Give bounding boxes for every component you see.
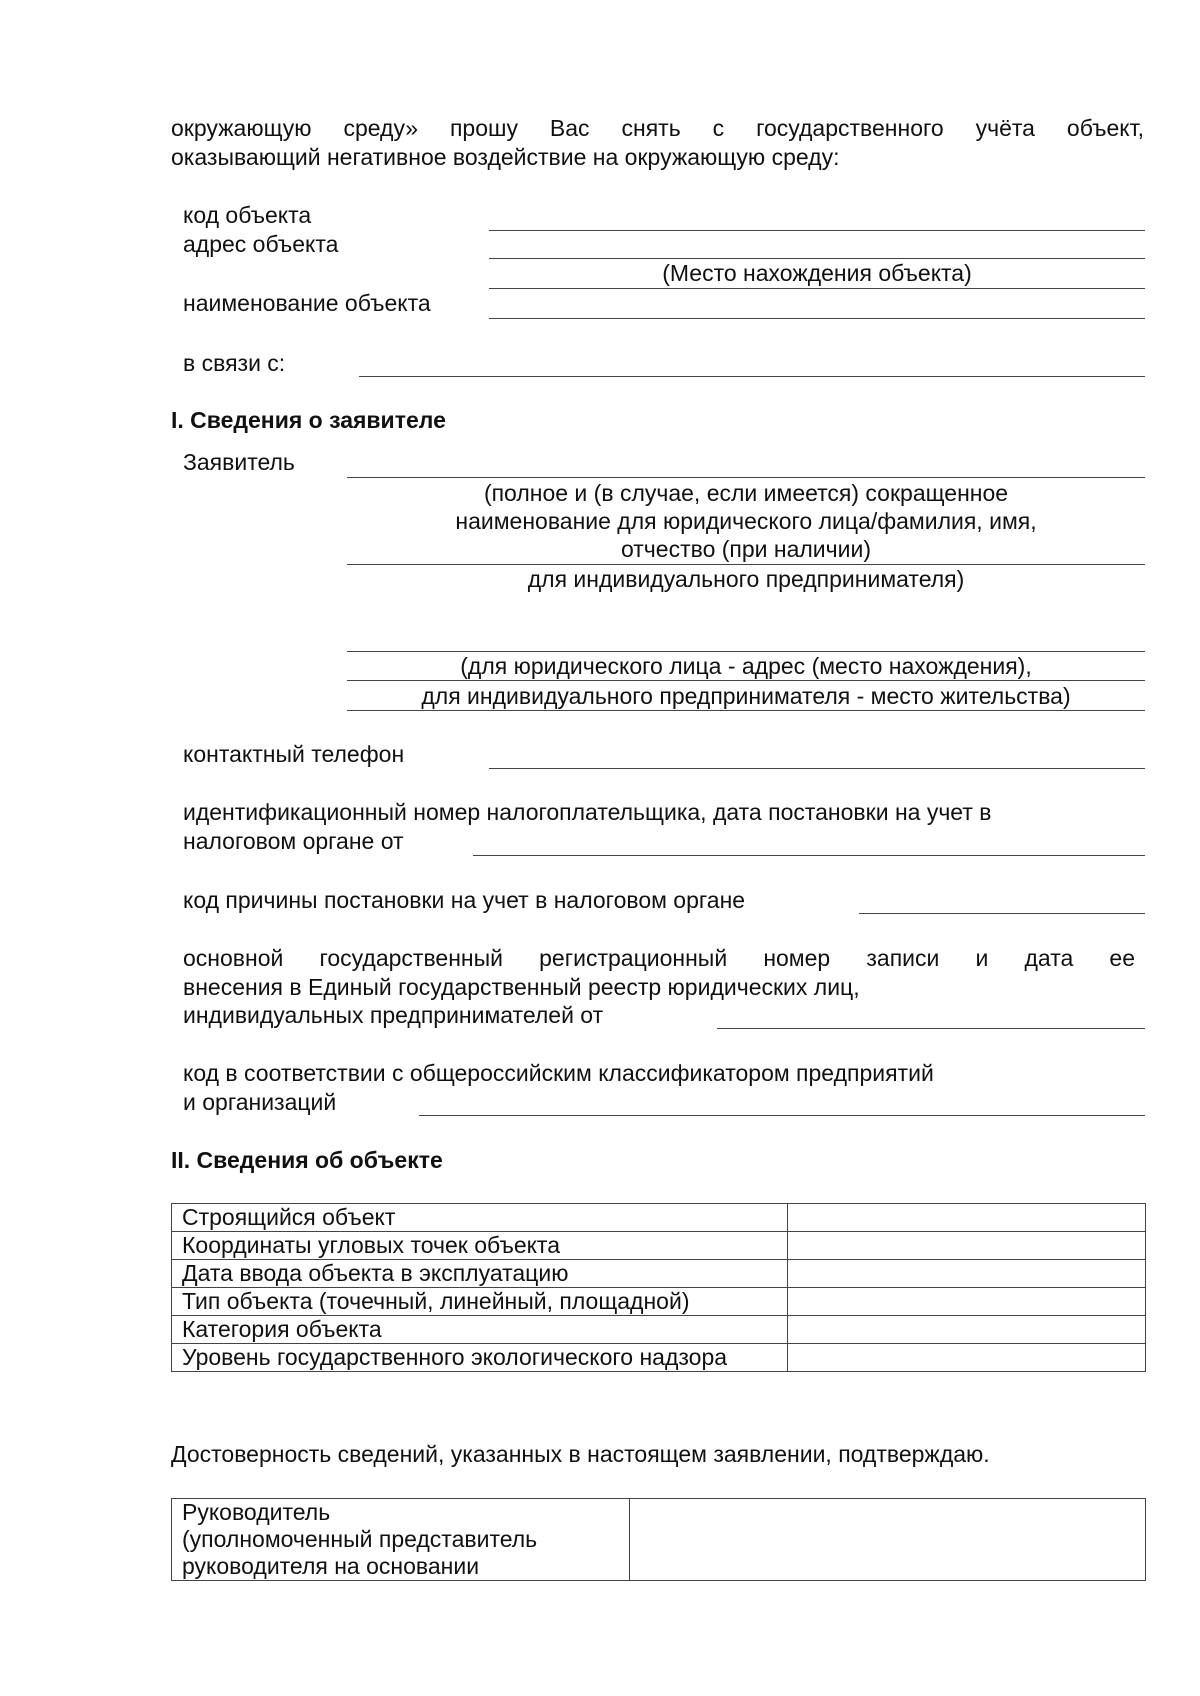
row-value[interactable] [788,1344,1146,1372]
row-value[interactable] [788,1232,1146,1260]
ogrn-label-2: внесения в Единый государственный реестр юридических лиц, [183,974,860,1000]
object-name-label: наименование объекта [183,290,431,316]
row-label: Тип объекта (точечный, линейный, площадной) [172,1288,788,1316]
table-row [172,1499,1146,1581]
reason-field[interactable] [359,376,1145,377]
applicant-caption-3: отчество (при наличии) [620,536,871,562]
table-row [172,1344,1146,1372]
signature-table [171,1498,1146,1581]
intro-paragraph [171,114,1144,172]
table-row [172,1260,1146,1288]
row-label: Уровень государственного экологического надзора [172,1344,788,1372]
row-value[interactable] [788,1288,1146,1316]
row-value[interactable] [788,1260,1146,1288]
phone-label: контактный телефон [183,741,405,767]
okpo-label-1: код в соответствии с общероссийским классификатором предприятий [183,1060,934,1086]
applicant-caption-1: (полное и (в случае, если имеется) сокращенное [483,480,1009,506]
section-2-heading: II. Сведения об объекте [171,1147,443,1173]
signature-label-cell [172,1499,630,1581]
inn-label-2: налоговом органе от [183,828,404,854]
object-address-label: адрес объекта [183,231,339,257]
object-info-table [171,1203,1146,1372]
row-label: Категория объекта [172,1316,788,1344]
signature-label-2: (уполномоченный представитель [182,1526,538,1552]
intro-line-1: окружающую среду» прошу Вас снять с государственного учёта объект, [171,115,1144,141]
row-label: Дата ввода объекта в эксплуатацию [172,1260,788,1288]
address-caption-1: (для юридического лица - адрес (место нахождения), [460,653,1032,679]
signature-value-cell[interactable] [629,1499,1145,1581]
row-label: Строящийся объект [172,1204,788,1232]
signature-label-3: руководителя на основании [182,1553,480,1579]
ogrn-field[interactable] [717,1028,1145,1029]
object-address-field-2[interactable] [489,288,1145,289]
okpo-label-2: и организаций [183,1089,337,1115]
applicant-address-field-3[interactable] [347,710,1145,711]
intro-line-2: оказывающий негативное воздействие на окружающую среду: [171,144,840,170]
object-address-caption: (Место нахождения объекта) [662,260,972,286]
row-value[interactable] [788,1316,1146,1344]
ogrn-label-3: индивидуальных предпринимателей от [183,1002,604,1028]
object-code-field[interactable] [489,230,1145,231]
kpp-label: код причины постановки на учет в налоговом органе [183,887,746,913]
applicant-address-field-2[interactable] [347,680,1145,681]
table-row [172,1288,1146,1316]
table-row [172,1204,1146,1232]
kpp-field[interactable] [859,913,1145,914]
address-caption-2: для индивидуального предпринимателя - место жительства) [421,683,1071,709]
applicant-label: Заявитель [183,449,295,475]
row-value[interactable] [788,1204,1146,1232]
applicant-caption-4: для индивидуального предпринимателя) [527,566,965,592]
row-label: Координаты угловых точек объекта [172,1232,788,1260]
confirmation-text: Достоверность сведений, указанных в настоящем заявлении, подтверждаю. [171,1441,990,1467]
object-code-label: код объекта [183,202,312,228]
phone-field[interactable] [489,768,1145,769]
section-1-heading: I. Сведения о заявителе [171,407,446,433]
object-name-field[interactable] [489,318,1145,319]
table-row [172,1316,1146,1344]
reason-label: в связи с: [183,350,286,376]
signature-label-1: Руководитель [182,1499,331,1525]
ogrn-label-1: основной государственный регистрационный номер записи и дата ее [183,945,1135,971]
inn-label-1: идентификационный номер налогоплательщика, дата постановки на учет в [183,799,992,825]
okpo-field[interactable] [419,1115,1145,1116]
inn-field[interactable] [473,855,1145,856]
applicant-field[interactable] [347,477,1145,478]
applicant-caption-2: наименование для юридического лица/фамилия, имя, [455,508,1037,534]
table-row [172,1232,1146,1260]
